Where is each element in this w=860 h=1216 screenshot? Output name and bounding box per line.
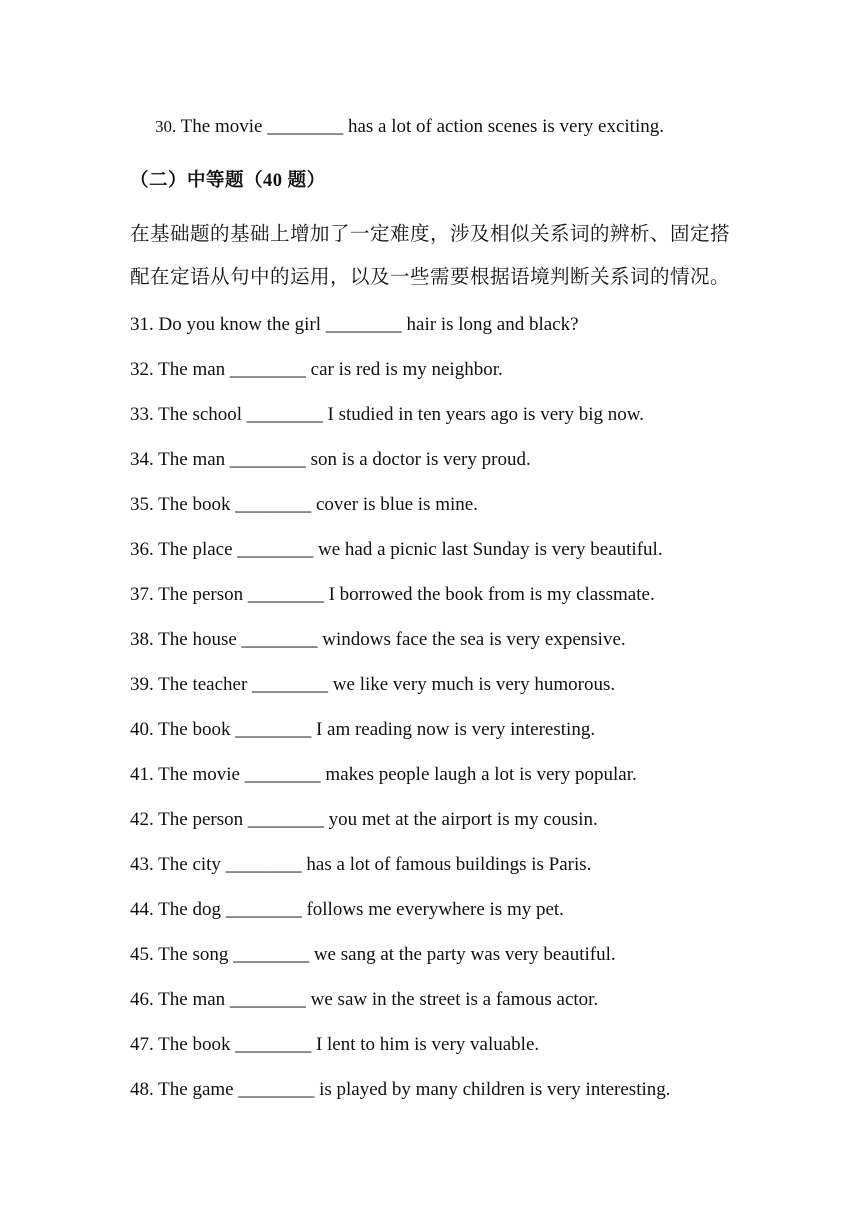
question-33: 33. The school ________ I studied in ten years ago is very big now. [130, 404, 644, 425]
question-41: 41. The movie ________ makes people laugh a lot is very popular. [130, 764, 637, 785]
question-40: 40. The book ________ I am reading now is very interesting. [130, 719, 596, 740]
section-heading: （二）中等题（40 题） [130, 171, 326, 191]
question-48: 48. The game ________ is played by many children is very interesting. [130, 1079, 671, 1100]
question-43: 43. The city ________ has a lot of famous buildings is Paris. [130, 854, 592, 875]
question-35: 35. The book ________ cover is blue is mine. [130, 494, 478, 515]
question-32: 32. The man ________ car is red is my neighbor. [130, 359, 503, 380]
question-30 [155, 115, 664, 139]
question-34: 34. The man ________ son is a doctor is very proud. [130, 449, 531, 470]
question-45: 45. The song ________ we sang at the party was very beautiful. [130, 944, 616, 965]
question-46: 46. The man ________ we saw in the street is a famous actor. [130, 989, 599, 1010]
question-36: 36. The place ________ we had a picnic last Sunday is very beautiful. [130, 539, 663, 560]
question-42: 42. The person ________ you met at the airport is my cousin. [130, 809, 598, 830]
question-44: 44. The dog ________ follows me everywhere is my pet. [130, 899, 564, 920]
section-description-line-2: 配在定语从句中的运用，以及一些需要根据语境判断关系词的情况。 [130, 267, 731, 288]
question-37: 37. The person ________ I borrowed the book from is my classmate. [130, 584, 655, 605]
question-30-number: 30. [155, 117, 177, 136]
question-47: 47. The book ________ I lent to him is very valuable. [130, 1034, 540, 1055]
question-30-text: The movie ________ has a lot of action scenes is very exciting. [180, 116, 664, 137]
section-description-line-1: 在基础题的基础上增加了一定难度，涉及相似关系词的辨析、固定搭 [130, 224, 731, 245]
question-38: 38. The house ________ windows face the sea is very expensive. [130, 629, 626, 650]
question-31: 31. Do you know the girl ________ hair is long and black? [130, 314, 579, 335]
question-39: 39. The teacher ________ we like very much is very humorous. [130, 674, 616, 695]
